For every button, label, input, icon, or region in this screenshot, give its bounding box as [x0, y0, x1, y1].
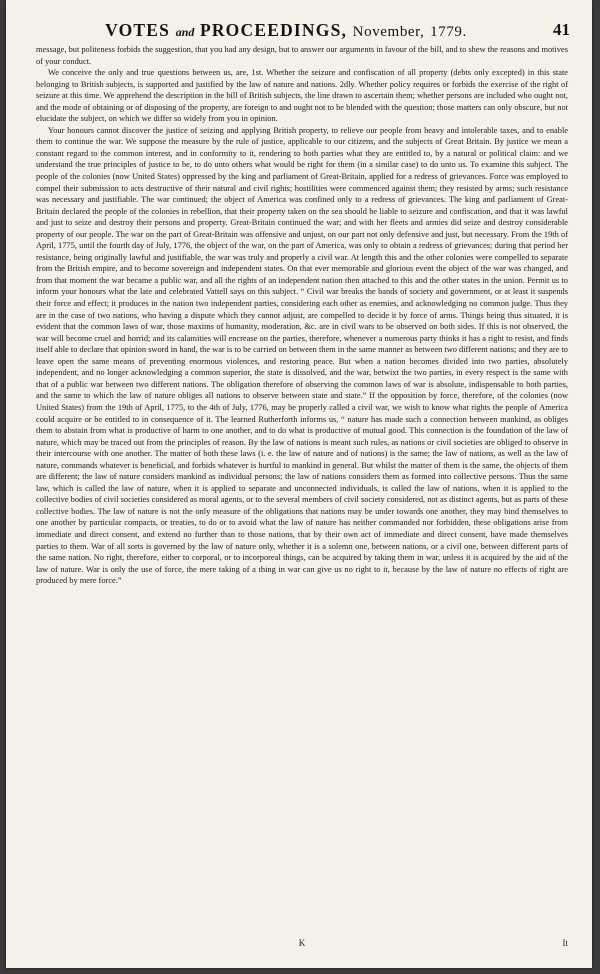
paragraph-questions: We conceive the only and true questions between us, are, 1st. Whether the seizure and confiscation of all property (debts only excepted) in this state belonging to British subjects, is supported and justified by the law of nature and nations. 2dly. Whether policy requires or forbids the exercise of the right of seizure at this time. We apprehend the description in the bill of British subjects, the line drawn to ascertain them; whether persons are included who ought not, and the mode of obtaining or of disposing of the property, are foreign to and ought not to be blended with the question; those matters can only obscure, but not elucidate the subject, on which we differ so widely from you in opinion. [36, 68, 568, 124]
header-year: 1779. [430, 24, 467, 40]
catchword: It [562, 938, 568, 948]
page-footer [36, 938, 568, 952]
header-title-and: and [175, 25, 195, 39]
header-title-votes: VOTES [105, 20, 171, 40]
paragraph-justice: Your honours cannot discover the justice of seizing and applying British property, to relieve our people from heavy and intolerable taxes, and to enable them to continue the war. We suppose the measure by the rule of justice, applicable to our citizens, and the subjects of Great Britain. By justice we mean a constant regard to the common interest, and in conformity to it, rendering to both parties what they are entitled to, by a natural or political claim: and we understand the true principles of justice to be, to do unto others what would be right for them (in a similar case) to do unto us. To examine this subject. The people of the colonies (now United States) oppressed by the king and parliament of Great-Britain, applied for a redress of grievances. Force was employed to compel their submission to acts destructive of their natural and civil rights; hostilities were commenced against them; they resisted by arms; such resistance was necessary and justifiable. The war continued; the object of America was confined only to a redress of grievances. The king and parliament of Great-Britain declared the people of the colonies in rebellion, that their property taken on the sea should be liable to seizure and confiscation, and that it was lawful and just to seize and destroy their persons and property. Great-Britain continued the war; and with her fleets and armies did seize and destroy considerable property of our people. The war on the part of Great-Britain was offensive and unjust, on our part not only defensive and just, but necessary. From the 19th of April, 1775, until the fourth day of July, 1776, the object of the war, on the part of America, was only to obtain a redress of grievances; during that period her resistance, being originally lawful and justifiable, the war was truly and properly a civil war. At length this and the other colonies were compelled to separate from the British empire, and to become sovereign and independent states. On that ever memorable and glorious event the object of the war was changed, and from that moment the war became a public war, and all the rights of an independent nation then attached to this and the other states in the union. Permit us to inform your honours what the late and celebrated Vattell says on this subject. “ Civil war breaks the bands of society and government, or at least it suspends their force and effect; it produces in the nation two independent parties, considering each other as enemies, and acknowledging no common judge. Thus they are in the case of two nations, who having a dispute which they cannot adjust, are compelled to decide it by force of arms. Things being thus situated, it is evident that the common laws of war, those maxims of humanity, moderation, &c. are in civil wars to be observed on both sides. If this is not observed, the war will become cruel and horrid; and its calamities will encrease on the parties, therefore, whenever a numerous party thinks it has a right to resist, and finds itself able to declare that opinion sword in hand, the war is to be carried on between them in the same manner as between two different nations; and they are to leave open the same means of preventing enormous violences, and restoring peace. But when a nation becomes divided into two parties, absolutely independent, and no longer acknowledging a common superior, the state is dissolved, and the war, betwixt the two parties, in every respect is the same with that of a public war between two different nations. The obligation therefore of observing the common laws of war is absolute, indispensable to both parties, and the same to which the law of nature obliges all nations to observe between state and state.” If the opposition by force, therefore, of the colonies (now United States) from the 19th of April, 1775, to the 4th of July, 1776, may be properly called a civil war, we wish to know what rights the people of America could acquire or be entitled to in consequence of it. The learned Rutherforth informs us, “ nature has made such a connection between mankind, as obliges them to abstain from what is productive of harm to one another, and to do what is productive of mutual good. This connection is the foundation of the law of nature, which may be traced out from the principles of reason. By the law of nations is meant such rules, as nations or civil societies are obliged to observe in their intercourse with one another. The matter of both these laws (i. e. the law of nature and of nations) is the same; the law of nations, as well as the law of nature, commands whatever is beneficial, and forbids whatever is hurtful to mankind in general. But whilst the matter of them is the same, the objects of them are different; the law of nature considers mankind as individual persons; the law of nations considers them as formed into collective persons. Thus the same law, which is called the law of nature, when it is applied to separate and unconnected individuals, is called the law of nations, when it is applied to the collective bodies of civil societies considered as moral agents, or to the several members of civil society considered, not as distinct agents, but as parts of these collective bodies. The law of nature is not the only measure of the obligations that nations may be under towards one another, they may bind themselves to one another by particular compacts, or treaties, to do or to avoid what the law of nature has neither commanded nor forbidden, these obligations arise from immediate and direct consent, and extend no further than to those nations, that by their own act of immediate and direct consent, have made themselves parties to them. War of all sorts is governed by the law of nature only, whether it is a solemn one, between nations, or a civil one, between different parts of the same nation. No right, therefore, either to corporal, or to incorporeal things, can be acquired by taking them in war, unless it is acquired by the aid of the law of nature. War is only the use of force, the mere taking of a thing in war can give us no right to it, because by the law of nature no effects of right are produced by mere force.” [36, 125, 568, 586]
running-header [36, 20, 570, 42]
signature-mark: K [298, 938, 306, 948]
document-page [6, 0, 592, 968]
page-number: 41 [553, 20, 570, 39]
header-title [36, 20, 536, 41]
header-title-proceedings: PROCEEDINGS, [199, 20, 348, 40]
body-text [36, 44, 568, 587]
header-month: November, [352, 24, 425, 40]
paragraph-continuation: message, but politeness forbids the suggestion, that you had any design, but to answer our arguments in favour of the bill, and to shew the reasons and motives of your conduct. [36, 45, 568, 66]
